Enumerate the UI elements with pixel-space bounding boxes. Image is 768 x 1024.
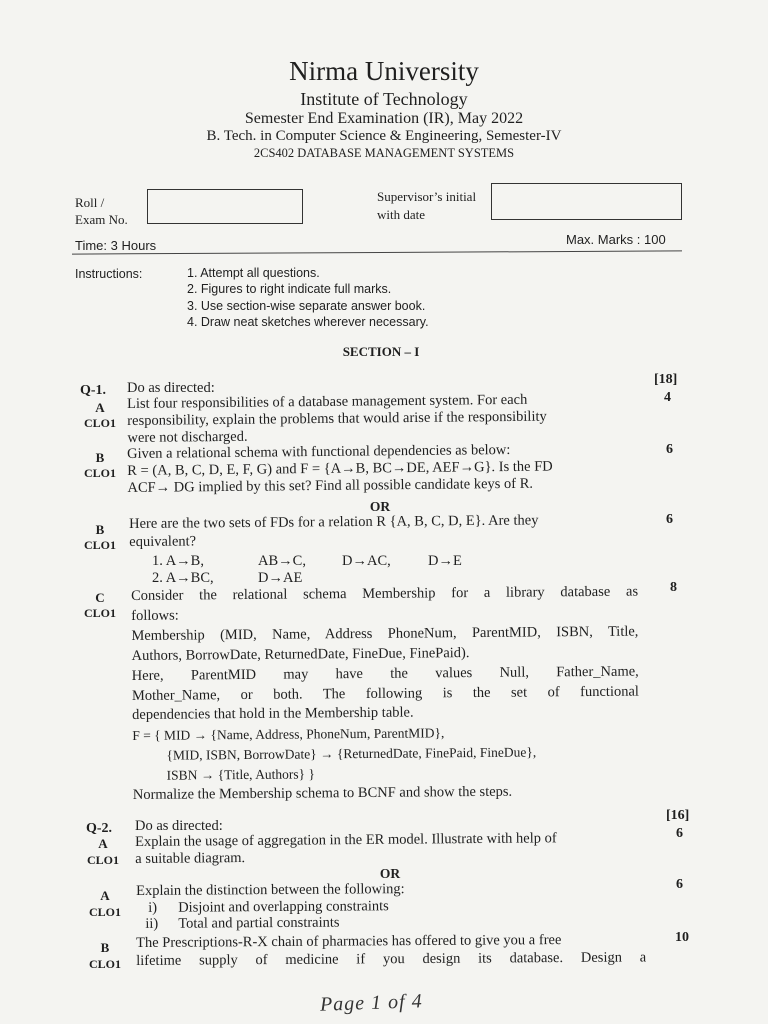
time-allowed: Time: 3 Hours bbox=[75, 238, 157, 253]
roll-label bbox=[75, 194, 128, 228]
instruction-item: 4. Draw neat sketches wherever necessary. bbox=[187, 314, 429, 329]
q1b-alt-clo: CLO1 bbox=[83, 538, 116, 552]
q2a-text bbox=[135, 830, 557, 868]
q1a-line: List four responsibilities of a database management system. For each bbox=[127, 391, 528, 412]
fd-item: D→E bbox=[428, 553, 462, 569]
institute-name: Institute of Technology bbox=[300, 89, 468, 109]
q2a-alt-text bbox=[136, 881, 405, 932]
q2a-clo: CLO1 bbox=[86, 853, 119, 867]
q2-number: Q-2. bbox=[86, 821, 113, 836]
q2a-line: a suitable diagram. bbox=[135, 850, 246, 867]
q2a-marks: 6 bbox=[676, 826, 683, 841]
q1c-text bbox=[131, 583, 640, 806]
q1-title: Do as directed: bbox=[127, 380, 215, 396]
roll-number-field[interactable] bbox=[147, 189, 303, 224]
q2b-clo: CLO1 bbox=[88, 957, 121, 971]
supervisor-label-line1: Supervisor’s initial bbox=[377, 189, 477, 204]
q2a-alt-marks: 6 bbox=[676, 877, 683, 892]
roll-label-line1: Roll / bbox=[75, 195, 105, 210]
page-number: Page 1 of 4 bbox=[319, 990, 423, 1016]
q1b-label: B bbox=[95, 450, 105, 465]
q1b-line: ACF→ DG implied by this set? Find all possible candidate keys of R. bbox=[127, 475, 534, 496]
q2a-alt-item bbox=[136, 898, 405, 916]
q1b-line: R = (A, B, C, D, E, F, G) and F = {A→B, BC→DE, AEF→G}. Is the FD bbox=[127, 458, 553, 479]
q1b-alt-line: Here are the two sets of FDs for a relation R {A, B, C, D, E}. Are they bbox=[129, 512, 539, 532]
fd-set-2 bbox=[152, 570, 302, 587]
q1a-line: were not discharged. bbox=[127, 428, 248, 446]
q1b-alt-line: equivalent? bbox=[129, 533, 197, 550]
fd-item: AB→C, bbox=[258, 553, 306, 569]
q2a-label: A bbox=[98, 836, 108, 851]
fd-set-1 bbox=[152, 553, 462, 570]
q2a-alt-label: A bbox=[100, 888, 110, 903]
q2-total-marks: [16] bbox=[666, 808, 690, 823]
q1c-line: Membership (MID, Name, Address PhoneNum, ParentMID, ISBN, Title, bbox=[131, 623, 639, 644]
q1a-label: A bbox=[95, 400, 105, 415]
q1c-marks: 8 bbox=[670, 580, 677, 595]
q1-or: OR bbox=[369, 499, 391, 514]
max-marks: Max. Marks : 100 bbox=[566, 232, 666, 247]
q1c-line: {MID, ISBN, BorrowDate} → {ReturnedDate, FinePaid, FineDue}, bbox=[166, 744, 537, 763]
q1b-line: Given a relational schema with functional dependencies as below: bbox=[127, 441, 511, 462]
q1a-marks: 4 bbox=[664, 390, 671, 405]
q1c-line: follows: bbox=[131, 607, 179, 624]
q1a-text bbox=[127, 392, 547, 447]
q1c-label: C bbox=[95, 590, 105, 605]
q2b-label: B bbox=[100, 940, 110, 955]
q1c-line: Authors, BorrowDate, ReturnedDate, FineDue, FinePaid). bbox=[131, 644, 470, 664]
q1b-marks: 6 bbox=[666, 442, 673, 457]
instruction-item: 1. Attempt all questions. bbox=[187, 266, 320, 280]
fd-item: 1. A→B, bbox=[152, 553, 204, 569]
q1c-line: dependencies that hold in the Membership table. bbox=[132, 704, 414, 724]
q2-title: Do as directed: bbox=[135, 818, 223, 834]
q2b-text bbox=[136, 930, 646, 970]
q2-or: OR bbox=[379, 866, 401, 881]
q2a-alt-line: Explain the distinction between the following: bbox=[136, 881, 405, 899]
q1-total-marks: [18] bbox=[654, 372, 678, 387]
instruction-item: 3. Use section-wise separate answer book. bbox=[187, 298, 426, 313]
q1c-clo: CLO1 bbox=[83, 606, 116, 620]
university-name: Nirma University bbox=[289, 56, 479, 86]
instructions-label: Instructions: bbox=[75, 267, 143, 281]
program-name: B. Tech. in Computer Science & Engineering, Semester-IV bbox=[206, 128, 562, 144]
q2a-alt-item bbox=[136, 914, 405, 932]
q1a-line: responsibility, explain the problems that would arise if the responsibility bbox=[127, 408, 547, 429]
instructions-list bbox=[187, 265, 429, 330]
q1-number: Q-1. bbox=[80, 383, 107, 398]
q1b-text bbox=[127, 442, 553, 497]
fd-item: D→AC, bbox=[342, 553, 391, 569]
exam-title: Semester End Examination (IR), May 2022 bbox=[244, 110, 524, 127]
instruction-item: 2. Figures to right indicate full marks. bbox=[187, 282, 392, 297]
fd-item: 2. A→BC, bbox=[152, 570, 214, 586]
fd-item: D→AE bbox=[258, 570, 303, 586]
q1a-clo: CLO1 bbox=[83, 416, 116, 430]
q2b-marks: 10 bbox=[675, 930, 689, 945]
q1c-line: Normalize the Membership schema to BCNF and show the steps. bbox=[132, 783, 513, 804]
q1c-line: F = { MID → {Name, Address, PhoneNum, ParentMID}, bbox=[132, 725, 445, 744]
item-text: Total and partial constraints bbox=[178, 914, 340, 932]
section-title: SECTION – I bbox=[342, 344, 420, 359]
supervisor-initial-field[interactable] bbox=[491, 183, 682, 220]
q1b-alt-marks: 6 bbox=[666, 512, 673, 527]
item-text: Disjoint and overlapping constraints bbox=[178, 897, 389, 916]
q1c-line: Mother_Name, or both. The following is the set of functional bbox=[131, 683, 639, 704]
q1c-line: ISBN → {Title, Authors} } bbox=[166, 766, 316, 783]
q1b-clo: CLO1 bbox=[83, 466, 116, 480]
roll-label-line2: Exam No. bbox=[75, 212, 128, 227]
item-number: ii) bbox=[145, 915, 159, 932]
q2b-line: The Prescriptions-R-X chain of pharmacies has offered to give you a free bbox=[136, 932, 562, 951]
q1b-alt-label: B bbox=[95, 522, 105, 537]
course-name: 2CS402 DATABASE MANAGEMENT SYSTEMS bbox=[253, 146, 515, 160]
q2a-line: Explain the usage of aggregation in the ER model. Illustrate with help of bbox=[135, 830, 557, 850]
q1c-line: Here, ParentMID may have the values Null, Father_Name, bbox=[131, 663, 639, 684]
q2a-alt-clo: CLO1 bbox=[88, 905, 121, 919]
header-divider bbox=[72, 250, 682, 254]
item-number: i) bbox=[148, 899, 158, 916]
q1b-alt-text bbox=[129, 511, 539, 551]
supervisor-label-line2: with date bbox=[377, 207, 426, 222]
q2b-line: lifetime supply of medicine if you design its database. Design a bbox=[136, 949, 647, 969]
q1c-line: Consider the relational schema Membership for a library database as bbox=[131, 583, 639, 604]
supervisor-label bbox=[377, 188, 476, 224]
